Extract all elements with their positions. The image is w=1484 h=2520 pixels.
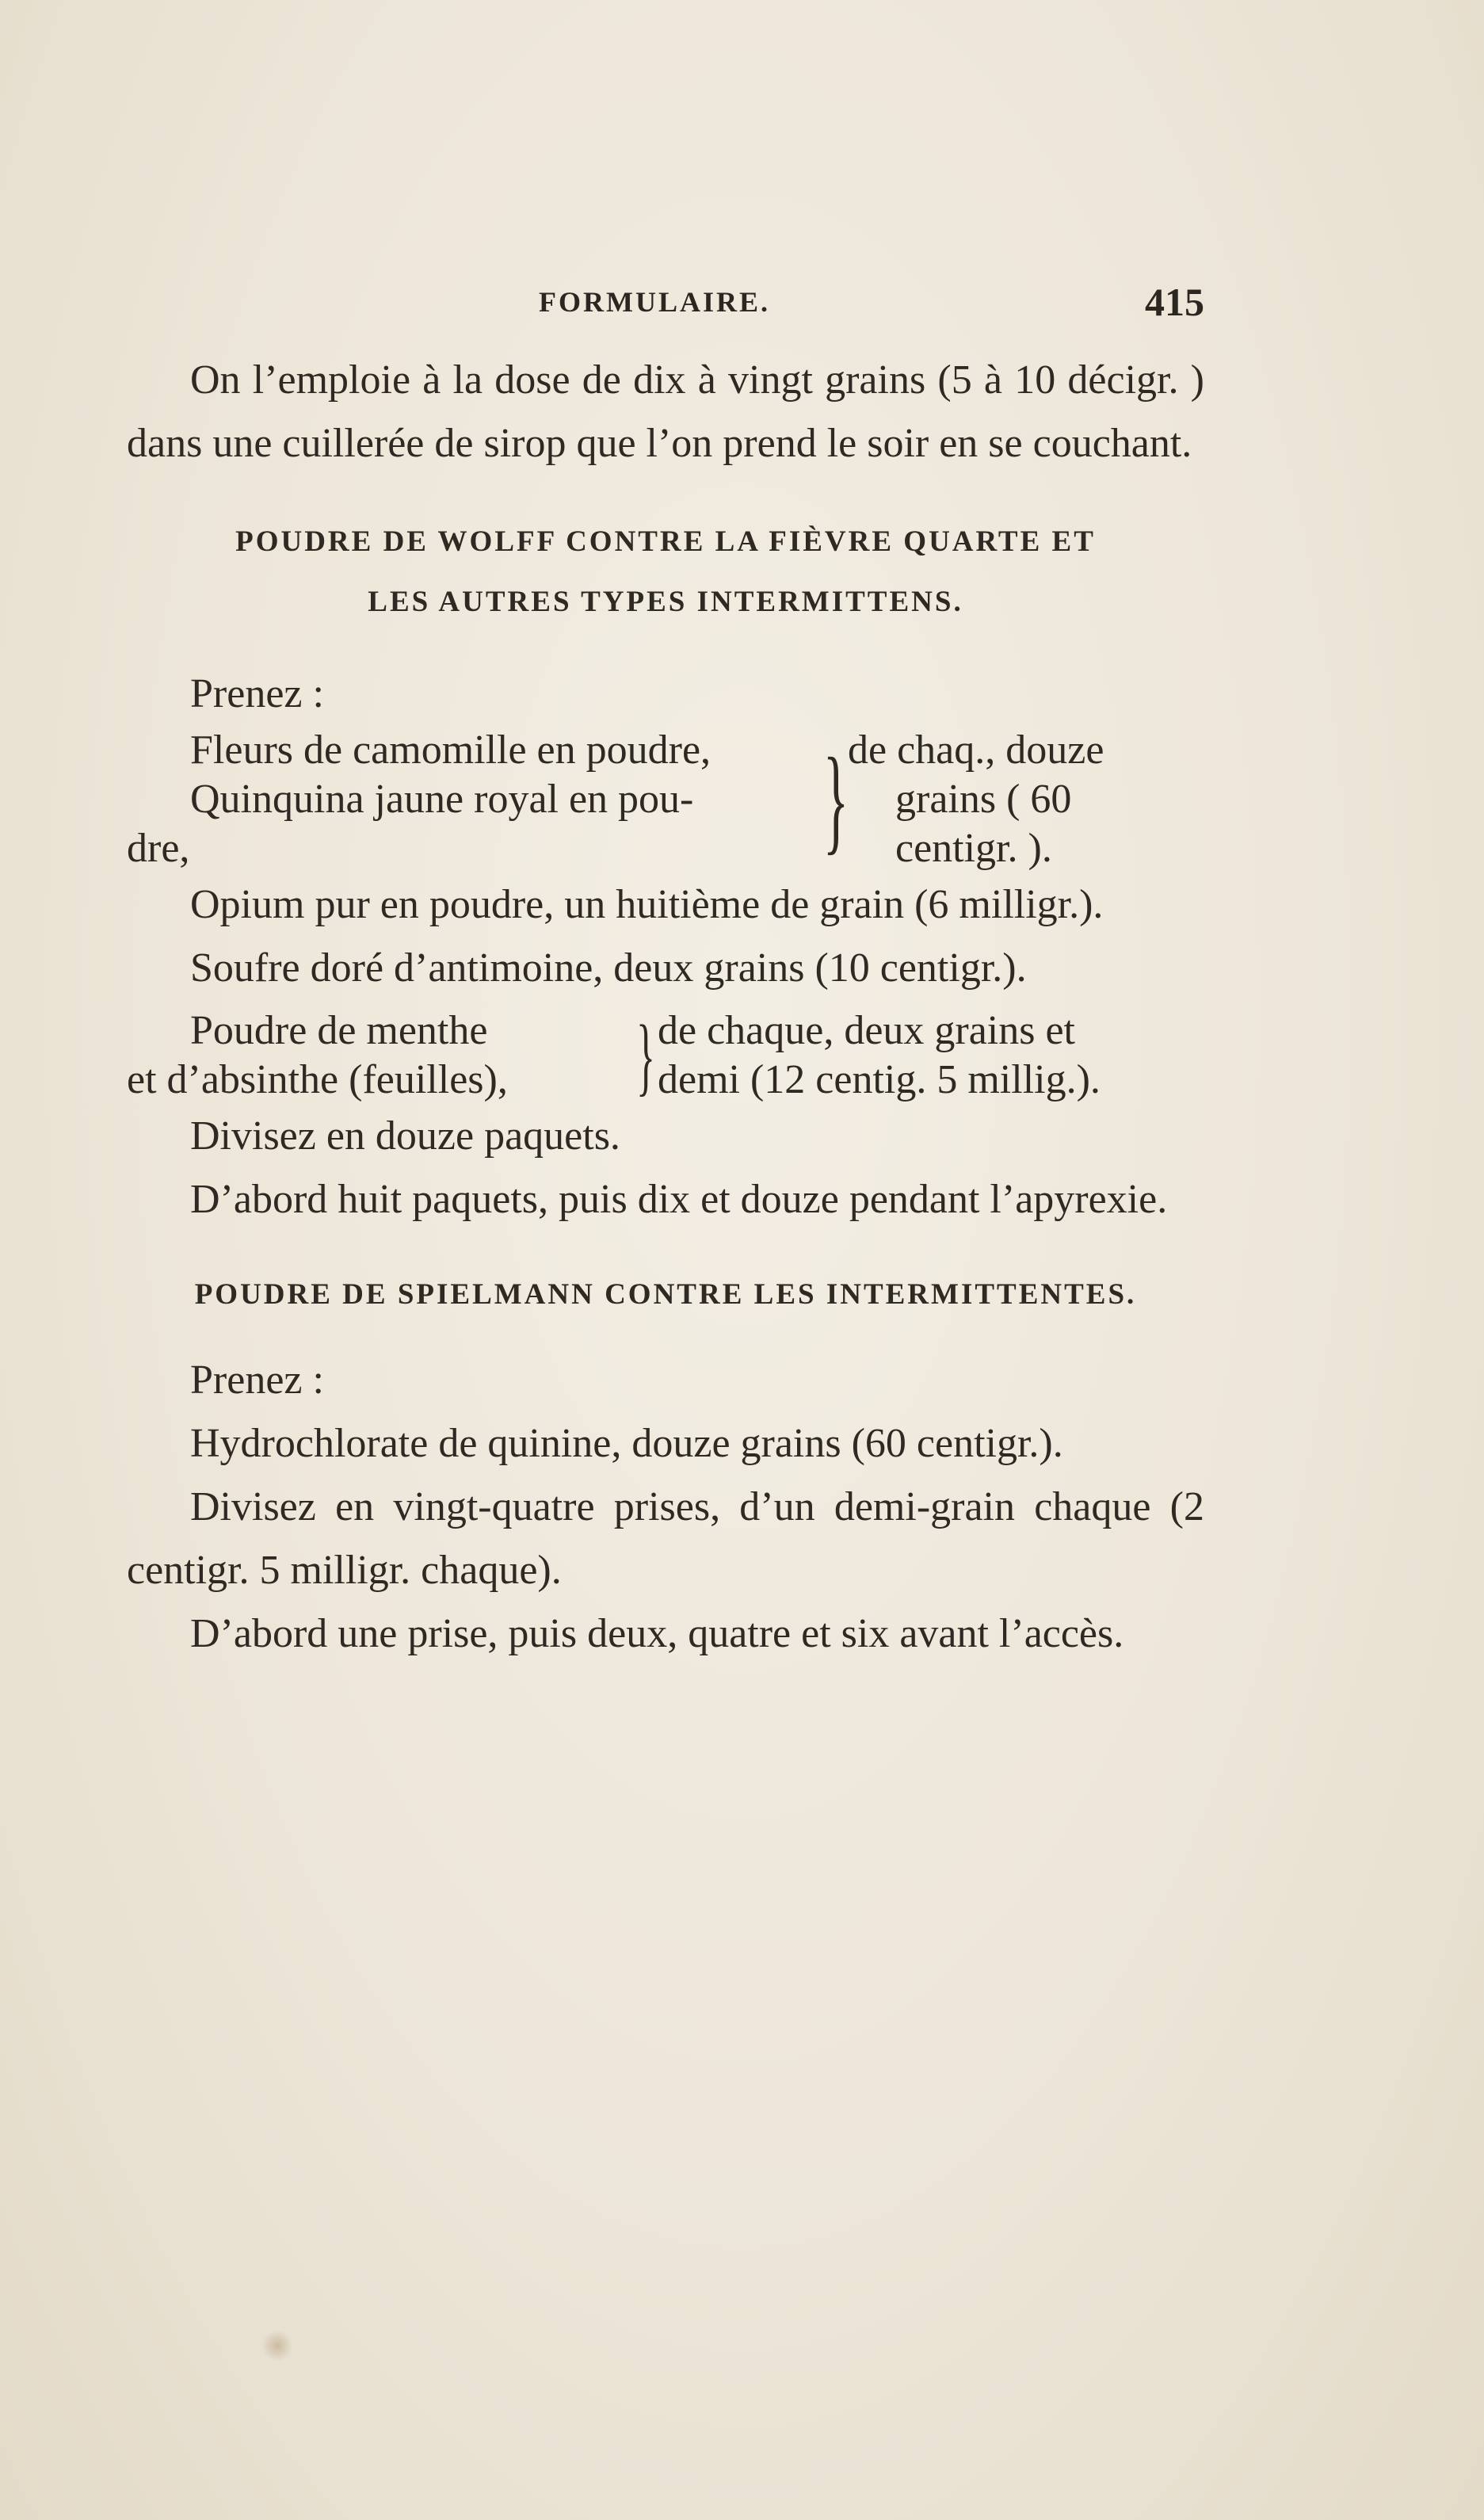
- page-number: 415: [1145, 280, 1204, 324]
- section-heading-wolff-line1: POUDRE DE WOLFF CONTRE LA FIÈVRE QUARTE ET: [235, 525, 1096, 558]
- page-body: [127, 349, 1204, 1666]
- ingredient-quantity-line: de chaq., douze: [848, 727, 1104, 773]
- ingredient-line: dre,: [127, 826, 190, 871]
- ingredient-quantity-line: grains ( 60: [895, 777, 1072, 822]
- paragraph-divisez-douze: Divisez en douze paquets.: [190, 1113, 620, 1159]
- prenez-label: Prenez :: [190, 1357, 324, 1403]
- paper-stain: [261, 2330, 293, 2362]
- ingredient-quantity-line: centigr. ).: [895, 826, 1052, 871]
- ingredient-group-menthe: [127, 1006, 1204, 1105]
- paragraph-abord-prise: D’abord une prise, puis deux, quatre et six avant l’accès.: [190, 1611, 1124, 1656]
- ingredient-group-left: [127, 1006, 634, 1105]
- ingredient-group-camomille: [127, 726, 1204, 873]
- paragraph-divisez-vingt-quatre: Divisez en vingt-quatre prises, d’un demi-grain chaque (2 centigr. 5 milligr. chaque).: [127, 1484, 1204, 1593]
- ingredient-quantity-line: demi (12 centig. 5 millig.).: [658, 1057, 1101, 1102]
- ingredient-line: Fleurs de camomille en poudre,: [190, 727, 711, 773]
- brace-symbol: }: [822, 734, 849, 865]
- brace-symbol: }: [636, 1007, 655, 1104]
- paragraph-soufre: Soufre doré d’antimoine, deux grains (10 centigr.).: [190, 945, 1027, 991]
- ingredient-quantity-line: de chaque, deux grains et: [658, 1008, 1076, 1053]
- ingredient-group-right: [848, 726, 1204, 873]
- paragraph-abord-huit: D’abord huit paquets, puis dix et douze pendant l’apyrexie.: [190, 1177, 1168, 1222]
- paragraph-dose: On l’emploie à la dose de dix à vingt grains (5 à 10 décigr. ) dans une cuillerée de sirop que l’on prend le soir en se couchant.: [127, 357, 1204, 466]
- page-header: [127, 280, 1204, 341]
- section-heading-spielmann: POUDRE DE SPIELMANN CONTRE LES INTERMITTENTES.: [194, 1278, 1137, 1311]
- paragraph-hydrochlorate: Hydrochlorate de quinine, douze grains (60 centigr.).: [190, 1421, 1063, 1466]
- prenez-label: Prenez :: [190, 671, 324, 716]
- ingredient-line: et d’absinthe (feuilles),: [127, 1057, 508, 1102]
- section-heading-wolff-line2: LES AUTRES TYPES INTERMITTENS.: [368, 586, 963, 618]
- ingredient-line: Quinquina jaune royal en pou-: [190, 777, 694, 822]
- paragraph-opium: Opium pur en poudre, un huitième de grain (6 milligr.).: [190, 882, 1104, 927]
- ingredient-line: Poudre de menthe: [190, 1008, 488, 1053]
- running-title: FORMULAIRE.: [539, 286, 770, 318]
- ingredient-group-left: [127, 726, 824, 873]
- ingredient-group-right: [658, 1006, 1204, 1105]
